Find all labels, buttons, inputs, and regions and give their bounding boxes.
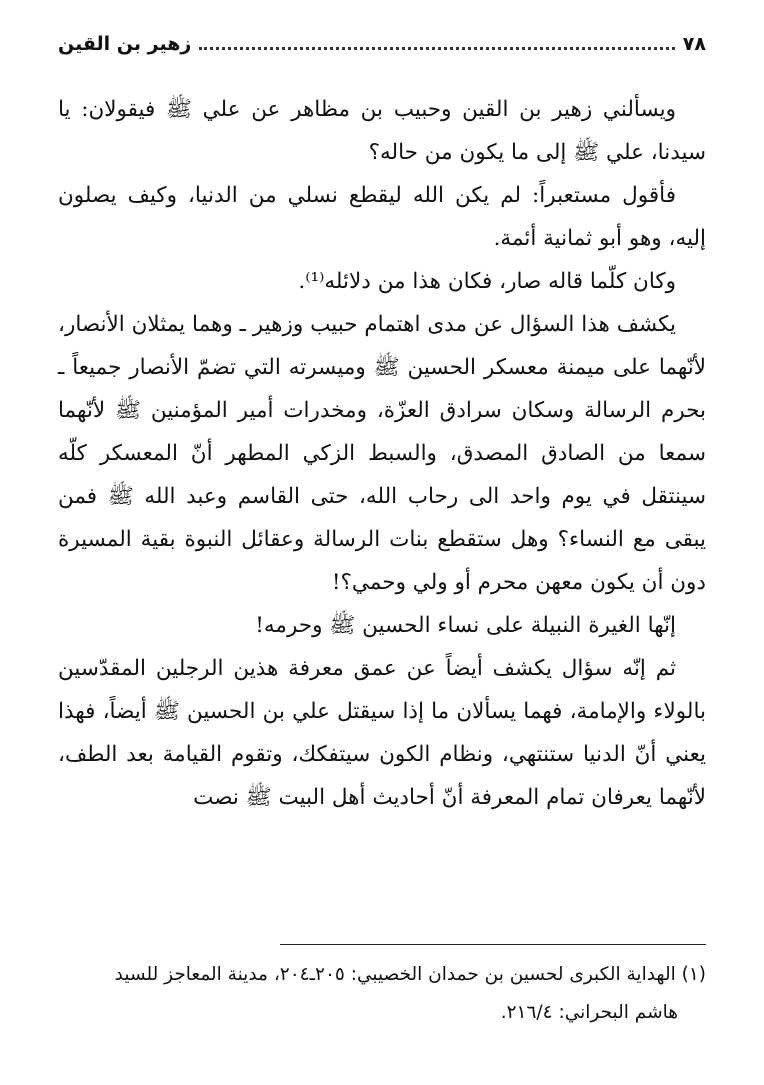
footnote-line-1: (١) الهداية الكبرى لحسين بن حمدان الخصيبي: ٢٠٥ـ٢٠٤، مدينة المعاجز للسيد: [114, 964, 706, 985]
body-text: [58, 88, 706, 819]
paragraph-1: ويسألني زهير بن القين وحبيب بن مظاهر عن علي ﷺ فيقولان: يا سيدنا، علي ﷺ إلى ما يكون من حاله؟: [58, 97, 706, 165]
running-title: زهير بن القين: [58, 33, 192, 55]
paragraph-3: وكان كلّما قاله صار، فكان هذا من دلائله⁽¹⁾.: [298, 269, 676, 294]
paragraph-2: فأقول مستعبراً: لم يكن الله ليقطع نسلي من الدنيا، وكيف يصلون إليه، وهو أبو ثمانية أئمة.: [58, 183, 706, 251]
footnote: [58, 956, 706, 1032]
paragraph-5: إنّها الغيرة النبيلة على نساء الحسين ﷺ وحرمه!: [255, 613, 676, 638]
page-number: ٧٨: [682, 33, 706, 55]
page-header: [58, 28, 706, 60]
footnote-line-2: هاشم البحراني: ٢١٦/٤.: [500, 1002, 678, 1023]
header-dot-leader: [199, 47, 674, 50]
footnote-separator: [280, 944, 706, 945]
paragraph-4: يكشف هذا السؤال عن مدى اهتمام حبيب وزهير ـ وهما يمثلان الأنصار، لأنّهما على ميمنة معسكر الحسين ﷺ وميسرته التي تضمّ الأنصار جميعاً ـ بحرم الرسالة وسكان سرادق العزّة، ومخدرات أمير المؤمنين ﷺ لأنّهما سمعا من الصادق المصدق، والسبط الزكي المطهر أنّ المعسكر كلّه سينتقل في يوم واحد الى رحاب الله، حتى القاسم وعبد الله ﷺ فمن يبقى مع النساء؟ وهل ستقطع بنات الرسالة وعقائل النبوة بقية المسيرة دون أن يكون معهن محرم أو ولي وحمي؟!: [58, 312, 706, 595]
paragraph-6: ثم إنّه سؤال يكشف أيضاً عن عمق معرفة هذين الرجلين المقدّسين بالولاء والإمامة، فهما يسألان ما إذا سيقتل علي بن الحسين ﷺ أيضاً، فهذا يعني أنّ الدنيا ستنتهي، ونظام الكون سيتفكك، وتقوم القيامة بعد الطف، لأنّهما يعرفان تمام المعرفة أنّ أحاديث أهل البيت ﷺ نصت: [58, 656, 706, 810]
